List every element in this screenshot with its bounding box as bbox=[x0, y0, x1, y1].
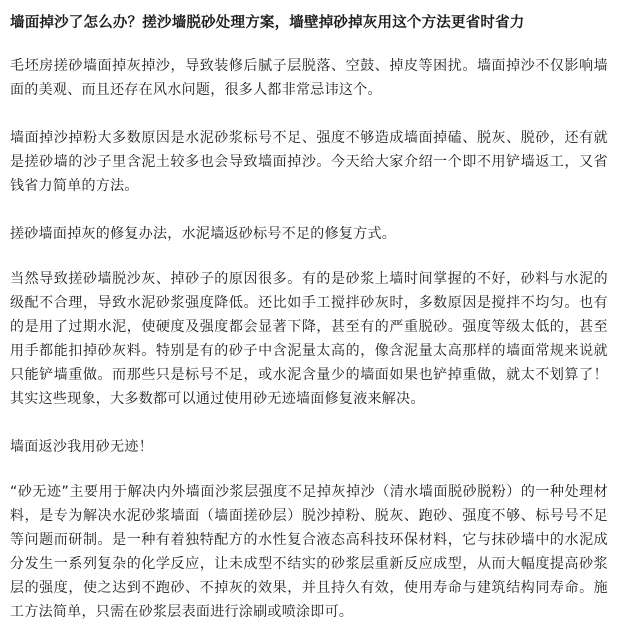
paragraph-detailed-causes: 当然导致搓砂墙脱沙灰、掉砂子的原因很多。有的是砂浆上墙时间掌握的不好，砂料与水泥的级配不合理，导致水泥砂浆强度降低。还比如手工搅拌砂灰时，多数原因是搅拌不均匀。也有的是用了过期水泥，使硬度及强度都会显著下降，甚至有的严重脱砂。强度等级太低的，甚至用手都能扣掉砂灰料。特别是有的砂子中含泥量太高的，像含泥量太高那样的墙面常规来说就只能铲墙重做。而那些只是标号不足，或水泥含量少的墙面如果也铲掉重做，就太不划算了！其实这些现象，大多数都可以通过使用砂无迹墙面修复液来解决。 bbox=[10, 271, 608, 407]
paragraph-product-heading: 墙面返沙我用砂无迹！ bbox=[10, 439, 153, 455]
paragraph-repair-method: 搓砂墙面掉灰的修复办法，水泥墙返砂标号不足的修复方式。 bbox=[10, 226, 397, 242]
article-title: 墙面掉沙了怎么办？搓沙墙脱砂处理方案，墙壁掉砂掉灰用这个方法更省时省力 bbox=[10, 15, 525, 31]
paragraph-product-description: “砂无迹”主要用于解决内外墙面沙浆层强度不足掉灰掉沙（清水墙面脱砂脱粉）的一种处理材料，是专为解决水泥砂浆墙面（墙面搓砂层）脱沙掉粉、脱灰、跑砂、强度不够、标号号不足等问题而研制。是一种有着独特配方的水性复合液态高科技环保材料，它与抹砂墙中的水泥成分发生一系列复杂的化学反应，让未成型不结实的砂浆层重新反应成型，从而大幅度提高砂浆层的强度，使之达到不跑砂、不掉灰的效果，并且持久有效，使用寿命与建筑结构同寿命。施工方法简单，只需在砂浆层表面进行涂刷或喷涂即可。 bbox=[10, 484, 608, 620]
paragraph-causes: 墙面掉沙掉粉大多数原因是水泥砂浆标号不足、强度不够造成墙面掉磕、脱灰、脱砂，还有就是搓砂墙的沙子里含泥土较多也会导致墙面掉沙。今天给大家介绍一个即不用铲墙返工，又省钱省力简单的方法。 bbox=[10, 130, 608, 194]
paragraph-intro: 毛坯房搓砂墙面掉灰掉沙，导致装修后腻子层脱落、空鼓、掉皮等困扰。墙面掉沙不仅影响墙面的美观、而且还存在风水问题，很多人都非常忌讳这个。 bbox=[10, 58, 608, 98]
